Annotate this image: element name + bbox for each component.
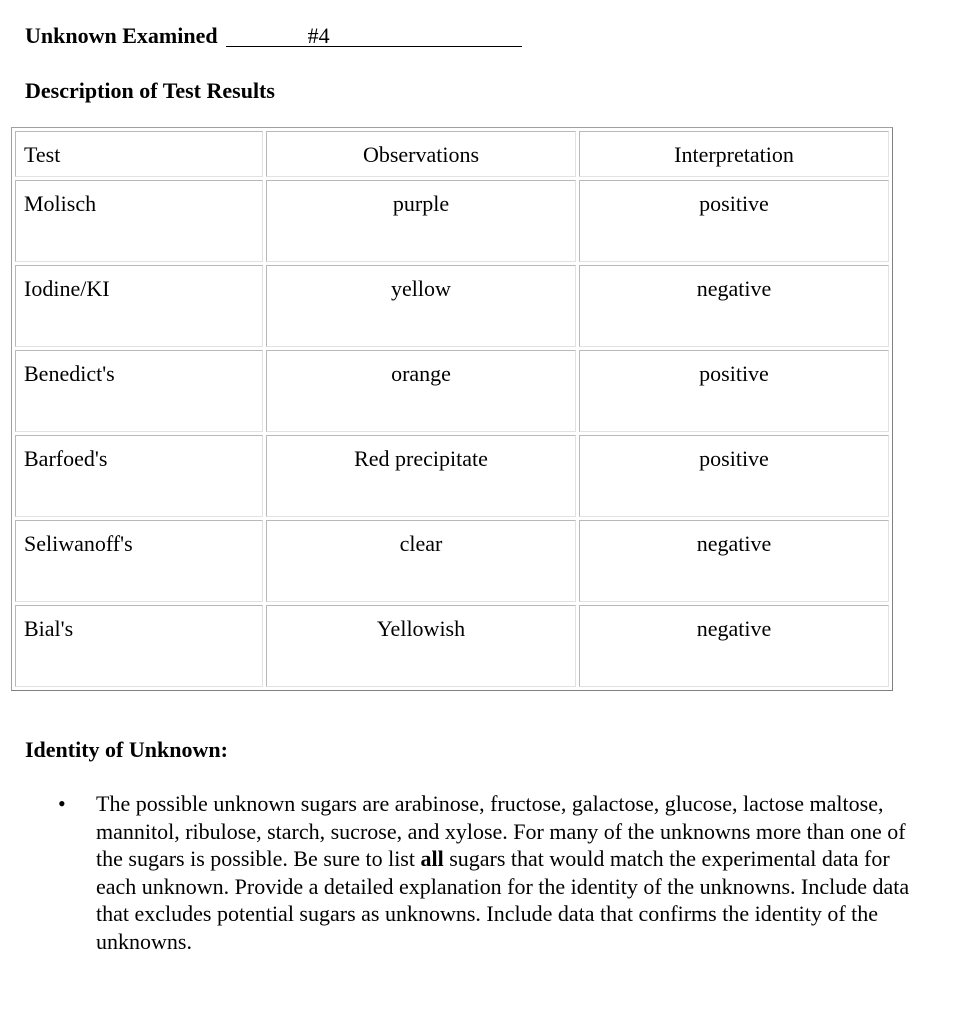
interpretation-cell: positive	[579, 350, 889, 432]
test-name-cell: Seliwanoff's	[15, 520, 263, 602]
table-row	[15, 520, 889, 602]
table-header-row	[15, 131, 889, 177]
header-interpretation: Interpretation	[579, 131, 889, 177]
test-name-cell: Bial's	[15, 605, 263, 687]
section-title: Description of Test Results	[25, 78, 275, 103]
unknown-examined-line	[25, 22, 522, 50]
interpretation-cell: positive	[579, 180, 889, 262]
interpretation-cell: negative	[579, 520, 889, 602]
interpretation-cell: negative	[579, 605, 889, 687]
bullet-glyph: •	[58, 791, 66, 816]
test-name-cell: Iodine/KI	[15, 265, 263, 347]
test-name-cell: Benedict's	[15, 350, 263, 432]
header-observations: Observations	[266, 131, 576, 177]
observation-cell: orange	[266, 350, 576, 432]
table-row	[15, 350, 889, 432]
interpretation-cell: positive	[579, 435, 889, 517]
unknown-examined-value: #4	[307, 23, 330, 48]
observation-cell: clear	[266, 520, 576, 602]
unknown-examined-blank	[226, 22, 522, 47]
test-name-cell: Barfoed's	[15, 435, 263, 517]
test-name-cell: Molisch	[15, 180, 263, 262]
instructions-paragraph	[96, 790, 916, 955]
observation-cell: Yellowish	[266, 605, 576, 687]
interpretation-cell: negative	[579, 265, 889, 347]
observation-cell: Red precipitate	[266, 435, 576, 517]
table-row	[15, 180, 889, 262]
header-test: Test	[15, 131, 263, 177]
test-results-table	[11, 127, 893, 691]
table-row	[15, 605, 889, 687]
instructions-bold-word: all	[420, 846, 444, 871]
instructions-text-start: The possible unknown sugars are arabinose, fructose, galactose, glucose, lactose maltose, mannitol, ribulose, starch, sucrose, and xylose. For many of the unknowns more than one of the sugars is possible. Be sure to list	[96, 791, 906, 871]
table-row	[15, 435, 889, 517]
instructions-text-end: sugars that would match the experimental data for each unknown. Provide a detailed explanation for the identity of the unknowns. Include data that excludes potential sugars as unknowns. Include data that confirms the identity of the unknowns.	[96, 846, 910, 954]
unknown-examined-label: Unknown Examined	[25, 23, 218, 48]
identity-title: Identity of Unknown:	[25, 737, 228, 762]
observation-cell: yellow	[266, 265, 576, 347]
table-row	[15, 265, 889, 347]
observation-cell: purple	[266, 180, 576, 262]
